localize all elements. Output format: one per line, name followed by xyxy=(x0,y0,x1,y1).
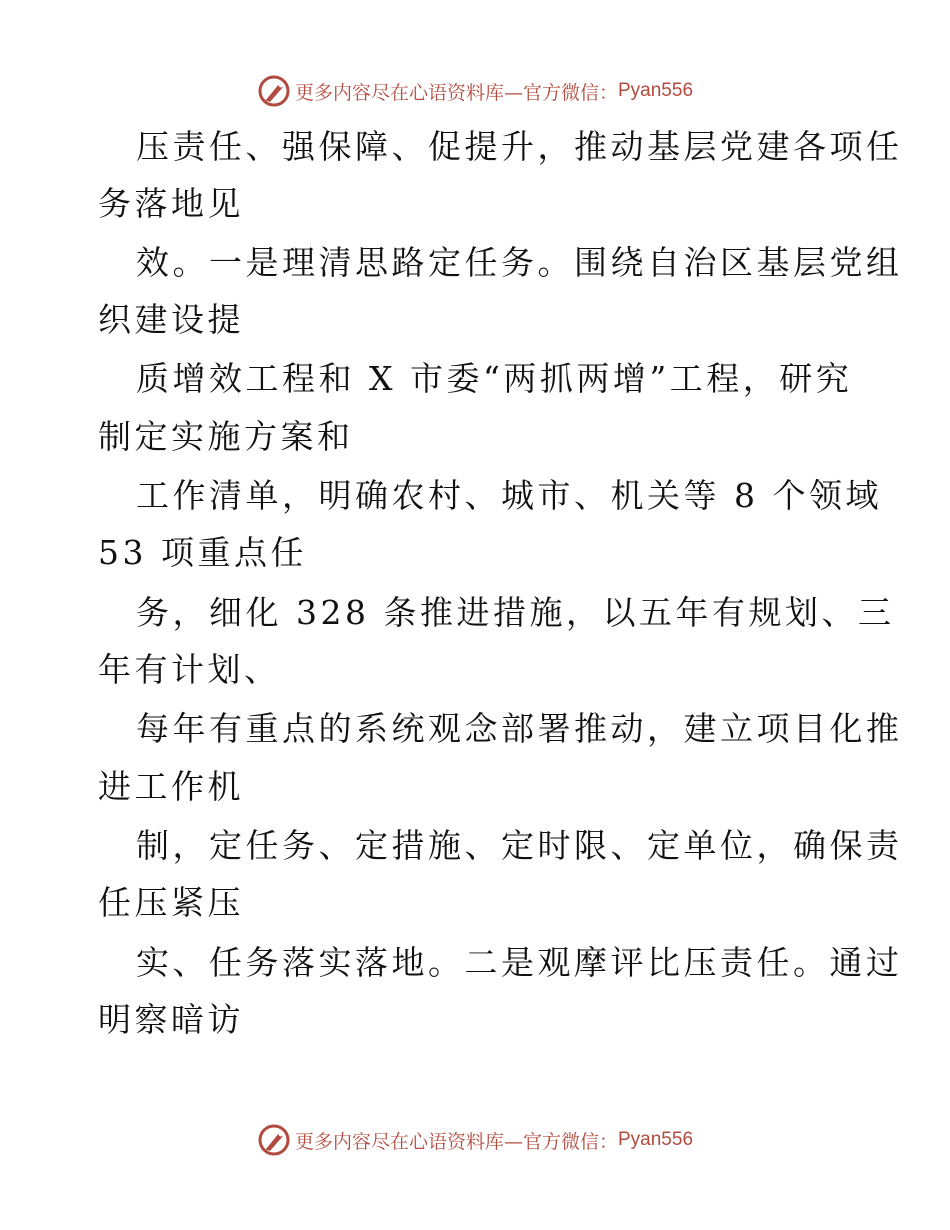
watermark-text: 更多内容尽在心语资料库—官方微信： xyxy=(294,1130,618,1153)
watermark-wechat-id: Pyan556 xyxy=(618,1129,694,1150)
text-line: 任压紧压 xyxy=(98,883,244,922)
watermark-wechat-id: Pyan556 xyxy=(618,80,694,101)
header-watermark xyxy=(0,71,950,111)
text-line: 每年有重点的系统观念部署推动，建立项目化推 xyxy=(136,709,903,748)
text-line: 制，定任务、定措施、定时限、定单位，确保责 xyxy=(136,826,903,865)
text-line: 明察暗访 xyxy=(98,1000,244,1039)
text-line: 效。一是理清思路定任务。围绕自治区基层党组 xyxy=(136,243,903,282)
footer-watermark xyxy=(0,1120,950,1160)
text-line: 务落地见 xyxy=(98,184,244,223)
text-line: 压责任、强保障、促提升，推动基层党建各项任 xyxy=(136,127,903,166)
text-line: 年有计划、 xyxy=(98,650,281,689)
pen-seal-icon xyxy=(257,74,291,108)
pen-seal-icon xyxy=(257,1123,291,1157)
text-line: 实、任务落实落地。二是观摩评比压责任。通过 xyxy=(136,943,903,982)
text-line: 进工作机 xyxy=(98,767,244,806)
text-line: 制定实施方案和 xyxy=(98,417,354,456)
text-line: 53 项重点任 xyxy=(98,533,307,572)
watermark-text: 更多内容尽在心语资料库—官方微信： xyxy=(294,81,618,104)
text-line: 织建设提 xyxy=(98,300,244,339)
text-line: 务，细化 328 条推进措施，以五年有规划、三 xyxy=(136,593,895,632)
text-line: 质增效工程和 X 市委“两抓两增”工程，研究 xyxy=(136,359,853,398)
text-line: 工作清单，明确农村、城市、机关等 8 个领域 xyxy=(136,476,882,515)
